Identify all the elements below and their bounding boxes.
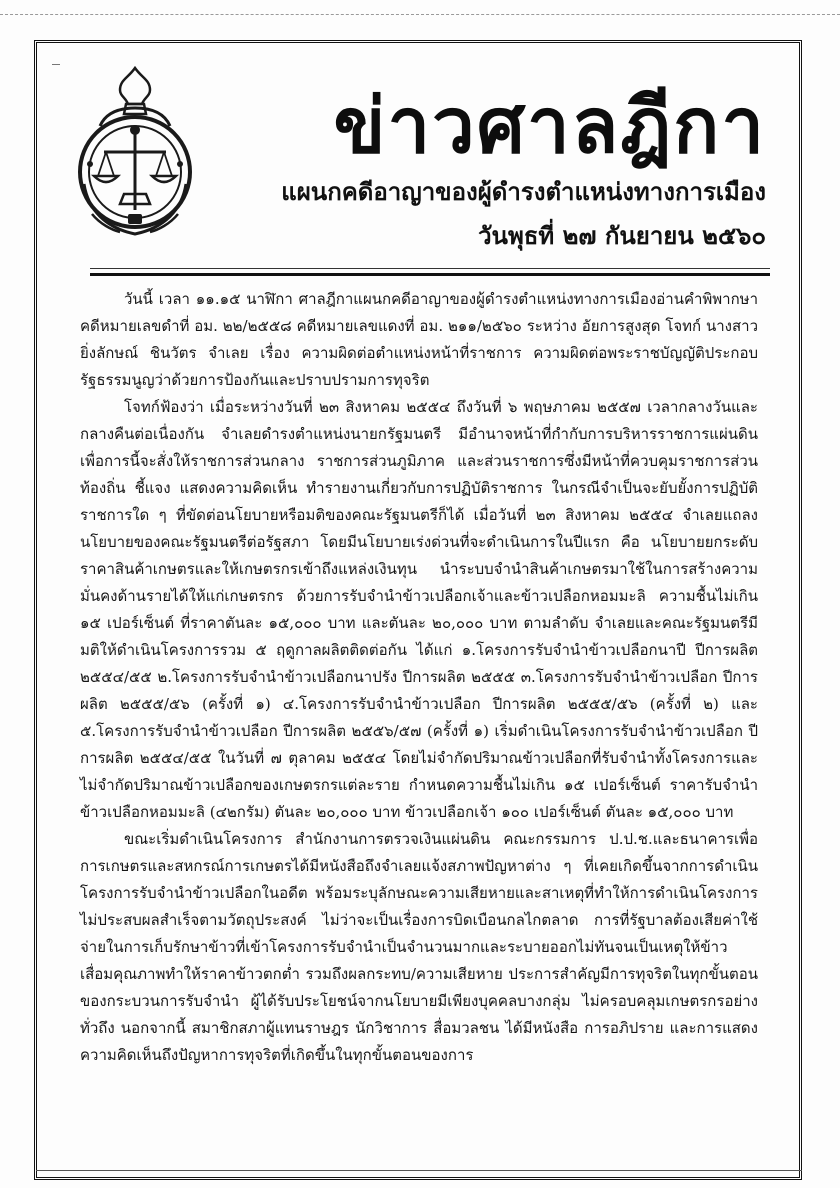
scan-edge-line [0, 14, 840, 15]
bottom-edge-line [36, 1170, 802, 1171]
masthead-subtitle: แผนกคดีอาญาของผู้ดำรงตำแหน่งทางการเมือง [281, 178, 766, 206]
header-rule-thick [90, 273, 770, 276]
header-rule-thin [90, 268, 770, 269]
article-body [80, 286, 758, 1069]
article-paragraph-3: ขณะเริ่มดำเนินโครงการ สำนักงานการตรวจเงินแผ่นดิน คณะกรรมการ ป.ป.ช.และธนาคารเพื่อการเกษตรและสหกรณ์การเกษตรได้มีหนังสือถึงจำเลยแจ้งสภาพปัญหาต่าง ๆ ที่เคยเกิดขึ้นจากการดำเนินโครงการรับจำนำข้าวเปลือกในอดีต พร้อมระบุลักษณะความเสียหายและสาเหตุที่ทำให้การดำเนินโครงการไม่ประสบผลสำเร็จตามวัตถุประสงค์ ไม่ว่าจะเป็นเรื่องการบิดเบือนกลไกตลาด การที่รัฐบาลต้องเสียค่าใช้จ่ายในการเก็บรักษาข้าวที่เข้าโครงการรับจำนำเป็นจำนวนมากและระบายออกไม่ทันจนเป็นเหตุให้ข้าวเสื่อมคุณภาพทำให้ราคาข้าวตกต่ำ รวมถึงผลกระทบ/ความเสียหาย ประการสำคัญมีการทุจริตในทุกขั้นตอนของกระบวนการรับจำนำ ผู้ได้รับประโยชน์จากนโยบายมีเพียงบุคคลบางกลุ่ม ไม่ครอบคลุมเกษตรกรอย่างทั่วถึง นอกจากนี้ สมาชิกสภาผู้แทนราษฎร นักวิชาการ สื่อมวลชน ได้มีหนังสือ การอภิปราย และการแสดงความคิดเห็นถึงปัญหาการทุจริตที่เกิดขึ้นในทุกขั้นตอนของการ [80, 830, 758, 1064]
article-paragraph-2: โจทก์ฟ้องว่า เมื่อระหว่างวันที่ ๒๓ สิงหาคม ๒๕๕๔ ถึงวันที่ ๖ พฤษภาคม ๒๕๕๗ เวลากลางวันและกลางคืนต่อเนื่องกัน จำเลยดำรงตำแหน่งนายกรัฐมนตรี มีอำนาจหน้าที่กำกับการบริหารราชการแผ่นดิน เพื่อการนี้จะสั่งให้ราชการส่วนกลาง ราชการส่วนภูมิภาค และส่วนราชการซึ่งมีหน้าที่ควบคุมราชการส่วนท้องถิ่น ชี้แจง แสดงความคิดเห็น ทำรายงานเกี่ยวกับการปฏิบัติราชการ ในกรณีจำเป็นจะยับยั้งการปฏิบัติราชการใด ๆ ที่ขัดต่อนโยบายหรือมติของคณะรัฐมนตรีก็ได้ เมื่อวันที่ ๒๓ สิงหาคม ๒๕๕๔ จำเลยแถลงนโยบายของคณะรัฐมนตรีต่อรัฐสภา โดยมีนโยบายเร่งด่วนที่จะดำเนินการในปีแรก คือ นโยบายยกระดับราคาสินค้าเกษตรและให้เกษตรกรเข้าถึงแหล่งเงินทุน นำระบบจำนำสินค้าเกษตรมาใช้ในการสร้างความมั่นคงด้านรายได้ให้แก่เกษตรกร ด้วยการรับจำนำข้าวเปลือกเจ้าและข้าวเปลือกหอมมะลิ ความชื้นไม่เกิน ๑๕ เปอร์เซ็นต์ ที่ราคาตันละ ๑๕,๐๐๐ บาท และตันละ ๒๐,๐๐๐ บาท ตามลำดับ จำเลยและคณะรัฐมนตรีมีมติให้ดำเนินโครงการรวม ๕ ฤดูกาลผลิตติดต่อกัน ได้แก่ ๑.โครงการรับจำนำข้าวเปลือกนาปี ปีการผลิต ๒๕๕๔/๕๕ ๒.โครงการรับจำนำข้าวเปลือกนาปรัง ปีการผลิต ๒๕๕๕ ๓.โครงการรับจำนำข้าวเปลือก ปีการผลิต ๒๕๕๕/๕๖ (ครั้งที่ ๑) ๔.โครงการรับจำนำข้าวเปลือก ปีการผลิต ๒๕๕๕/๕๖ (ครั้งที่ ๒) และ ๕.โครงการรับจำนำข้าวเปลือก ปีการผลิต ๒๕๕๖/๕๗ (ครั้งที่ ๑) เริ่มดำเนินโครงการรับจำนำข้าวเปลือก ปีการผลิต ๒๕๕๔/๕๕ ในวันที่ ๗ ตุลาคม ๒๕๕๔ โดยไม่จำกัดปริมาณข้าวเปลือกที่รับจำนำทั้งโครงการและไม่จำกัดปริมาณข้าวเปลือกของเกษตรกรแต่ละราย กำหนดความชื้นไม่เกิน ๑๕ เปอร์เซ็นต์ ราคารับจำนำข้าวเปลือกหอมมะลิ (๔๒กรัม) ตันละ ๒๐,๐๐๐ บาท ข้าวเปลือกเจ้า ๑๐๐ เปอร์เซ็นต์ ตันละ ๑๕,๐๐๐ บาท [80, 398, 758, 821]
margin-mark [52, 64, 60, 65]
masthead-title: ข่าวศาลฎีกา [333, 81, 766, 170]
masthead [226, 78, 766, 252]
article-paragraph-1: วันนี้ เวลา ๑๑.๑๕ นาฬิกา ศาลฎีกาแผนกคดีอาญาของผู้ดำรงตำแหน่งทางการเมืองอ่านคำพิพากษา คดีหมายเลขดำที่ อม. ๒๒/๒๕๕๘ คดีหมายเลขแดงที่ อม. ๒๑๑/๒๕๖๐ ระหว่าง อัยการสูงสุด โจทก์ นางสาวยิ่งลักษณ์ ชินวัตร จำเลย เรื่อง ความผิดต่อตำแหน่งหน้าที่ราชการ ความผิดต่อพระราชบัญญัติประกอบรัฐธรรมนูญว่าด้วยการป้องกันและปราบปรามการทุจริต [80, 290, 758, 389]
masthead-date: วันพุธที่ ๒๗ กันยายน ๒๕๖๐ [478, 222, 766, 250]
court-seal-icon [70, 64, 200, 244]
